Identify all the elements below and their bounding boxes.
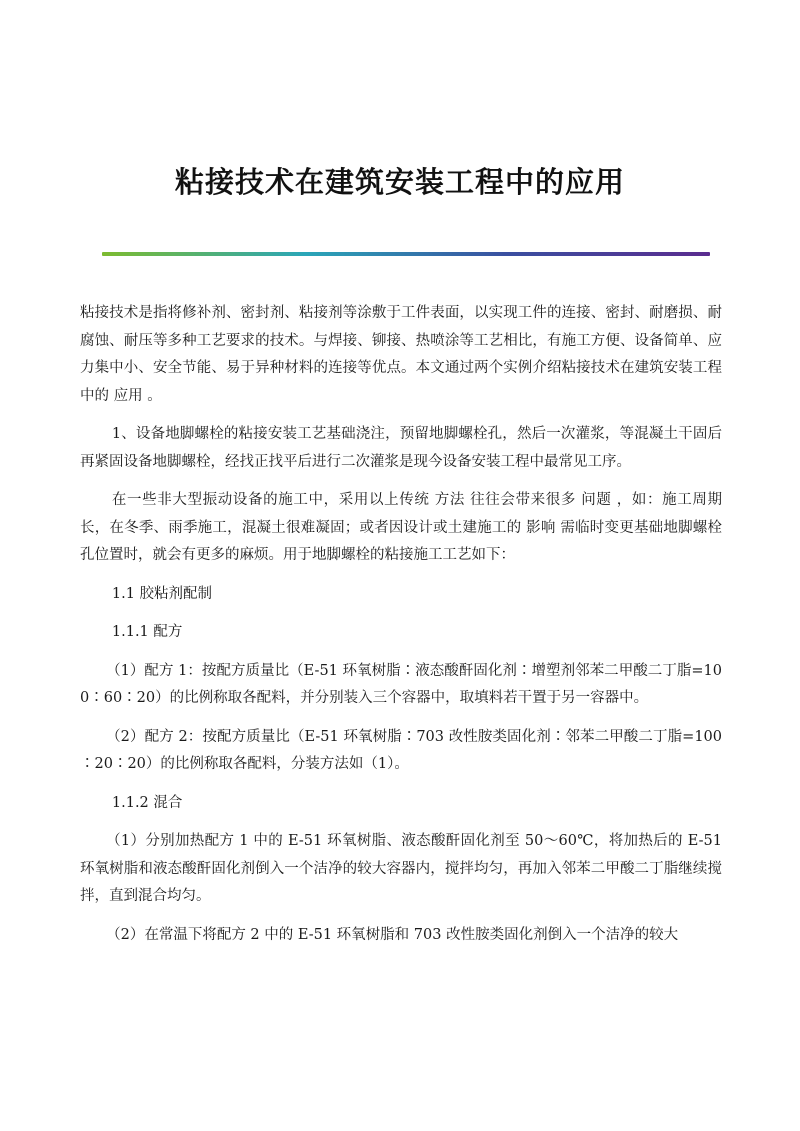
paragraph-formula-2: （2）配方 2：按配方质量比（E-51 环氧树脂∶703 改性胺类固化剂∶邻苯二甲酸二丁脂=100∶20∶20）的比例称取各配料，分装方法如（1）。 <box>80 728 722 772</box>
document-body <box>80 300 722 960</box>
paragraph-section-1: 1、设备地脚螺栓的粘接安装工艺基础浇注，预留地脚螺栓孔，然后一次灌浆，等混凝土干固后再紧固设备地脚螺栓，经找正找平后进行二次灌浆是现今设备安装工程中最常见工序。 <box>80 426 722 470</box>
document-title: 粘接技术在建筑安装工程中的应用 <box>174 165 625 199</box>
heading-1-1-1: 1.1.1 配方 <box>111 624 183 640</box>
heading-1-1-2: 1.1.2 混合 <box>111 794 183 811</box>
heading-1-1: 1.1 胶粘剂配制 <box>111 585 213 602</box>
paragraph-traditional-method: 在一些非大型振动设备的施工中，采用以上传统 方法 往往会带来很多 问题 ，如：施工周期长，在冬季、雨季施工，混凝土很难凝固；或者因设计或土建施工的 影响 需临时变更基础地脚螺栓孔位置时，就会有更多的麻烦。用于地脚螺栓的粘接施工工艺如下： <box>80 492 722 563</box>
paragraph-mixing-2: （2）在常温下将配方 2 中的 E-51 环氧树脂和 703 改性胺类固化剂倒入一个洁净的较大 <box>106 926 679 943</box>
paragraph-intro: 粘接技术是指将修补剂、密封剂、粘接剂等涂敷于工件表面，以实现工件的连接、密封、耐磨损、耐腐蚀、耐压等多种工艺要求的技术。与焊接、铆接、热喷涂等工艺相比，有施工方便、设备简单、应力集中小、安全节能、易于异种材料的连接等优点。本文通过两个实例介绍粘接技术在建筑安装工程中的 应用 。 <box>80 305 722 404</box>
title-gradient-rule <box>102 252 710 256</box>
paragraph-formula-1: （1）配方 1：按配方质量比（E-51 环氧树脂∶液态酸酐固化剂∶增塑剂邻苯二甲酸二丁脂=100∶60∶20）的比例称取各配料，并分别装入三个容器中，取填料若干置于另一容器中。 <box>80 662 722 706</box>
paragraph-mixing-1: （1）分别加热配方 1 中的 E-51 环氧树脂、液态酸酐固化剂至 50～60℃，将加热后的 E-51 环氧树脂和液态酸酐固化剂倒入一个洁净的较大容器内，搅拌均匀，再加入邻苯二甲酸二丁脂继续搅拌，直到混合均匀。 <box>80 833 722 904</box>
